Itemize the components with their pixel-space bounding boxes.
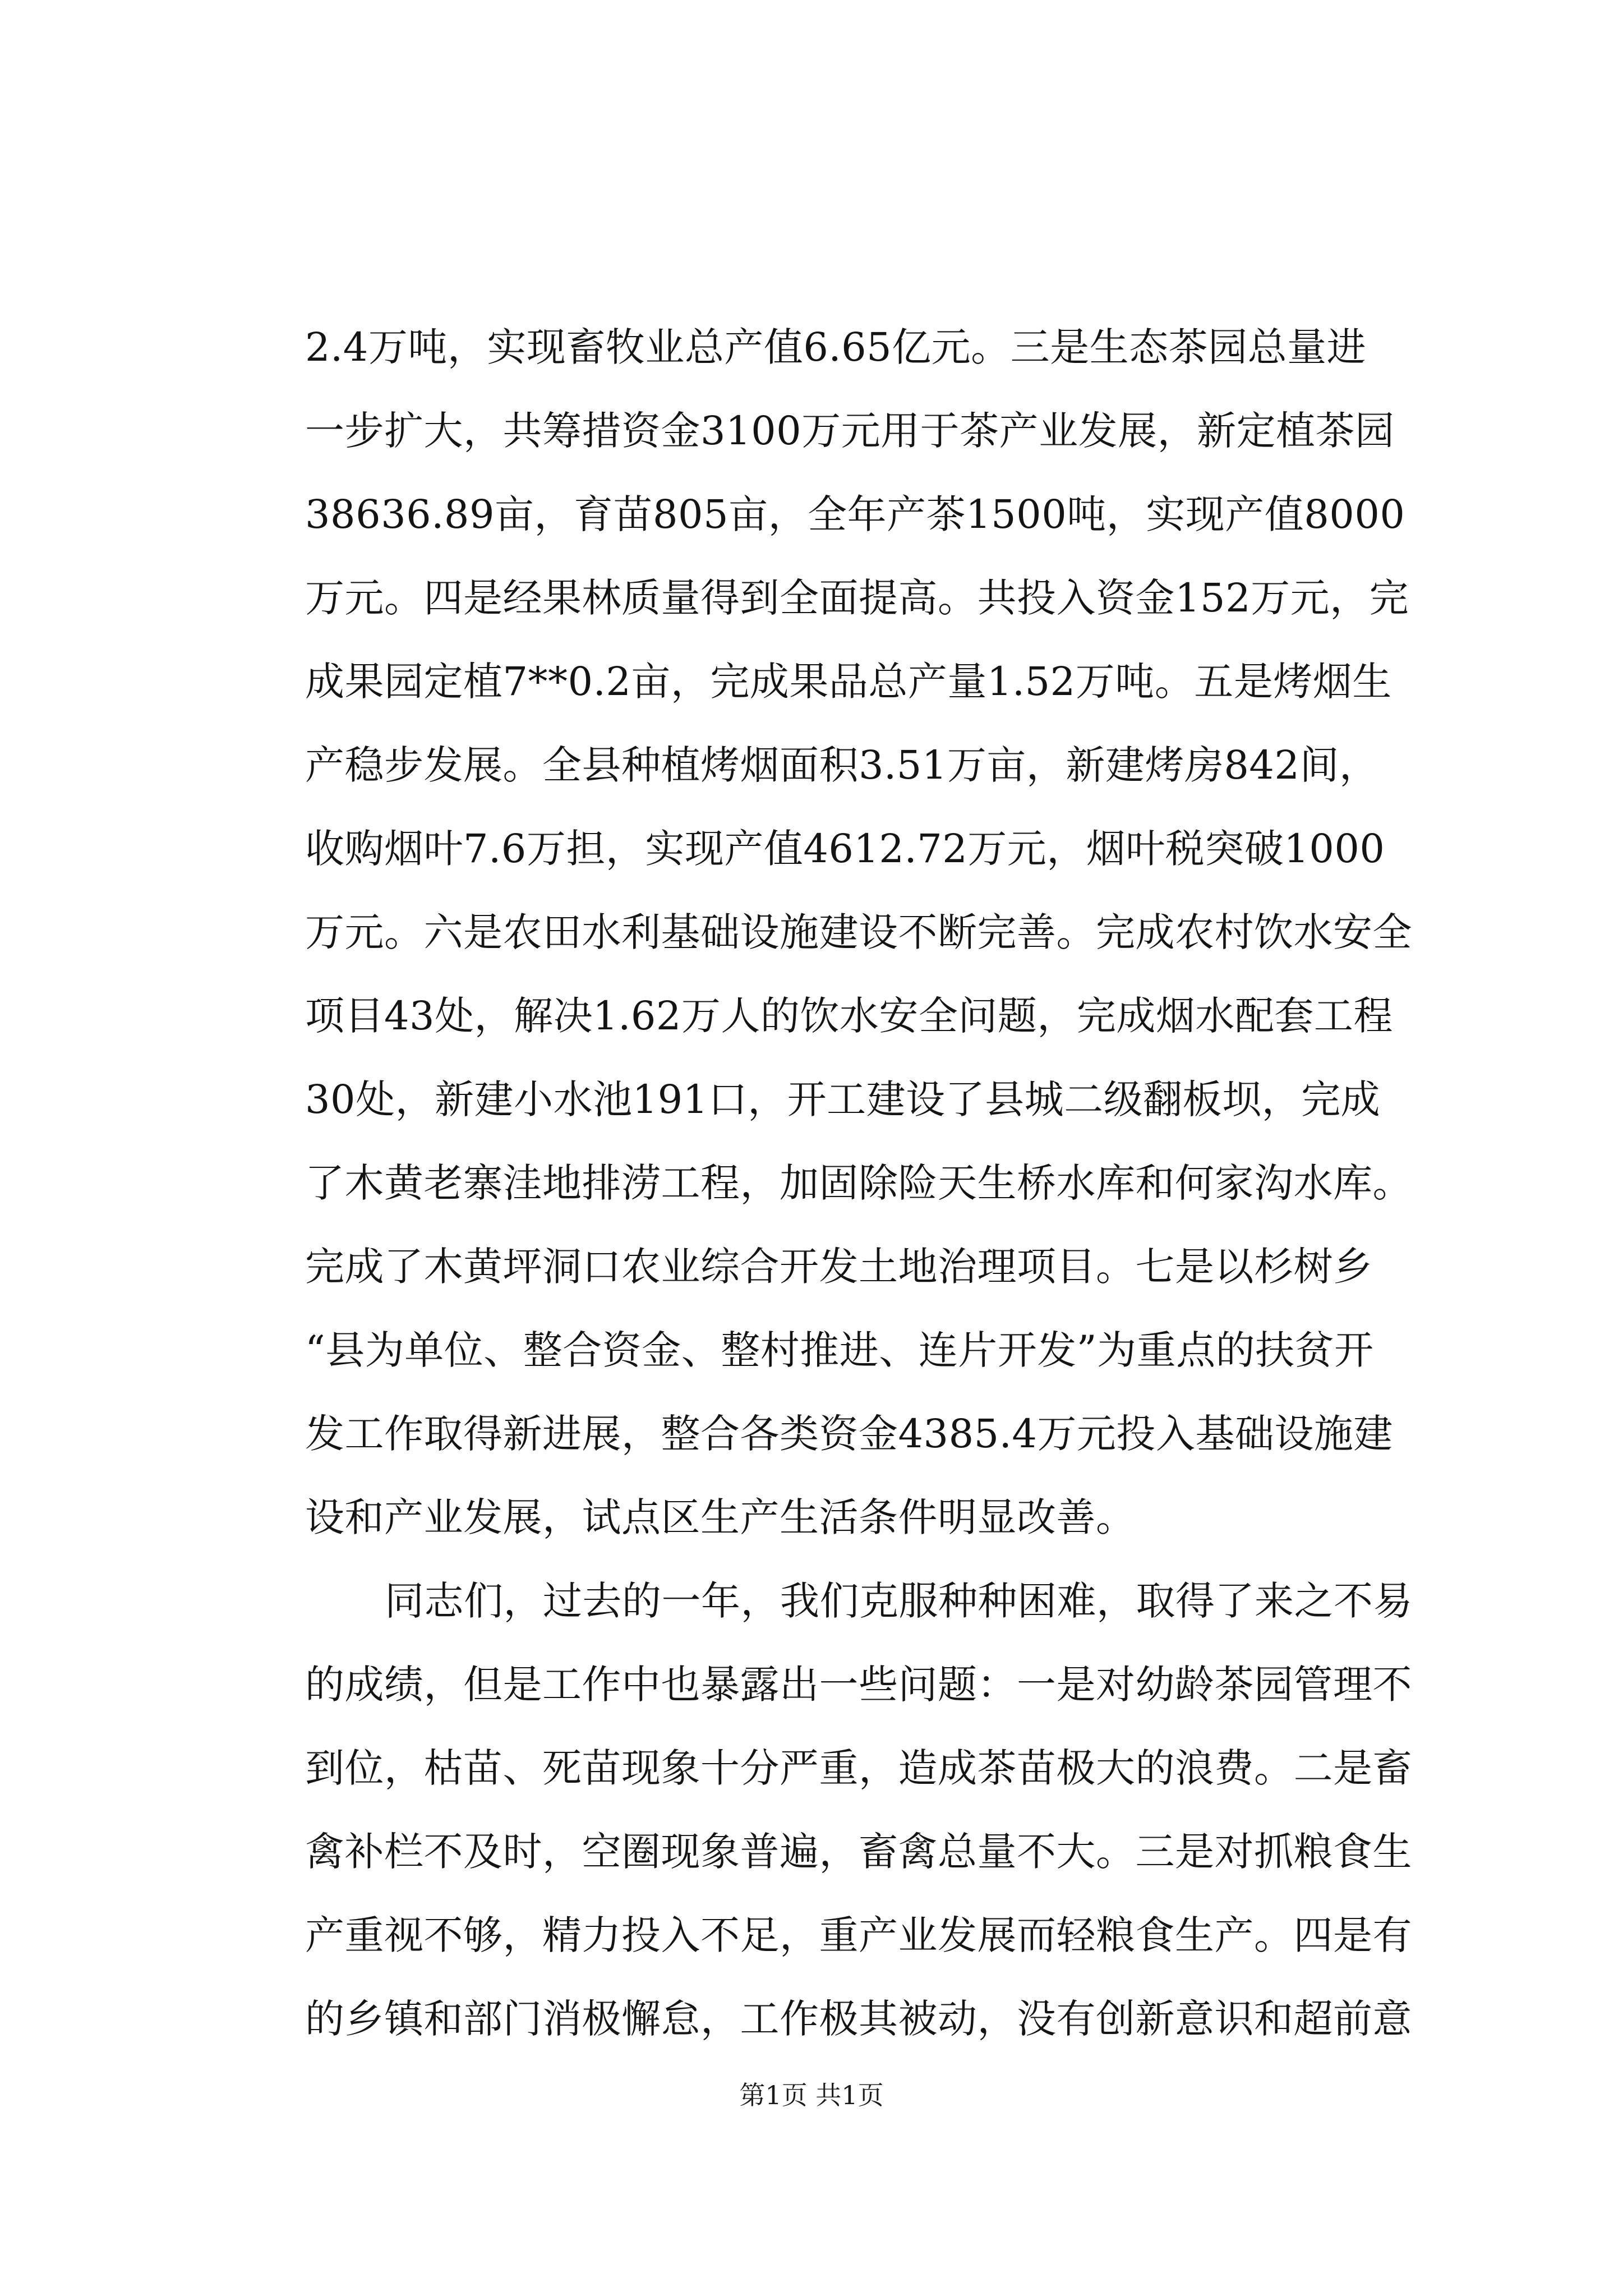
text-line: “县为单位、整合资金、整村推进、连片开发”为重点的扶贫开 — [305, 1327, 1374, 1373]
text-line: 38636.89亩，育苗805亩，全年产茶1500吨，实现产值8000 — [305, 491, 1405, 537]
text-line: 禽补栏不及时，空圈现象普遍，畜禽总量不大。三是对抓粮食生 — [305, 1829, 1412, 1875]
text-line: 发工作取得新进展，整合各类资金4385.4万元投入基础设施建 — [305, 1411, 1393, 1457]
text-line: 2.4万吨，实现畜牧业总产值6.65亿元。三是生态茶园总量进 — [305, 324, 1367, 370]
document-body — [305, 306, 1415, 2061]
text-line: 完成了木黄坪洞口农业综合开发土地治理项目。七是以杉树乡 — [305, 1244, 1373, 1290]
paragraph-achievements — [305, 306, 1415, 1559]
text-line: 设和产业发展，试点区生产生活条件明显改善。 — [305, 1494, 1136, 1540]
page-number-footer: 第1页 共1页 — [739, 2080, 884, 2110]
text-line: 一步扩大，共筹措资金3100万元用于茶产业发展，新定植茶园 — [305, 408, 1395, 454]
text-line: 的成绩，但是工作中也暴露出一些问题：一是对幼龄茶园管理不 — [305, 1662, 1412, 1708]
text-line: 产稳步发展。全县种植烤烟面积3.51万亩，新建烤房842间， — [305, 742, 1379, 788]
text-line: 30处，新建小水池191口，开工建设了县城二级翻板坝，完成 — [305, 1076, 1381, 1122]
text-line: 成果园定植7**0.2亩，完成果品总产量1.52万吨。五是烤烟生 — [305, 659, 1392, 705]
text-line: 同志们，过去的一年，我们克服种种困难，取得了来之不易 — [385, 1578, 1413, 1624]
text-line: 产重视不够，精力投入不足，重产业发展而轻粮食生产。四是有 — [305, 1912, 1412, 1958]
text-line: 了木黄老寨洼地排涝工程，加固除险天生桥水库和何家沟水库。 — [305, 1160, 1412, 1206]
text-line: 项目43处，解决1.62万人的饮水安全问题，完成烟水配套工程 — [305, 993, 1393, 1039]
paragraph-problems — [305, 1559, 1415, 2061]
text-line: 万元。四是经果林质量得到全面提高。共投入资金152万元，完 — [305, 575, 1409, 621]
text-line: 收购烟叶7.6万担，实现产值4612.72万元，烟叶税突破1000 — [305, 826, 1385, 872]
text-line: 万元。六是农田水利基础设施建设不断完善。完成农村饮水安全 — [305, 909, 1412, 955]
text-line: 到位，枯苗、死苗现象十分严重，造成茶苗极大的浪费。二是畜 — [305, 1745, 1412, 1791]
text-line: 的乡镇和部门消极懈怠，工作极其被动，没有创新意识和超前意 — [305, 1996, 1412, 2042]
